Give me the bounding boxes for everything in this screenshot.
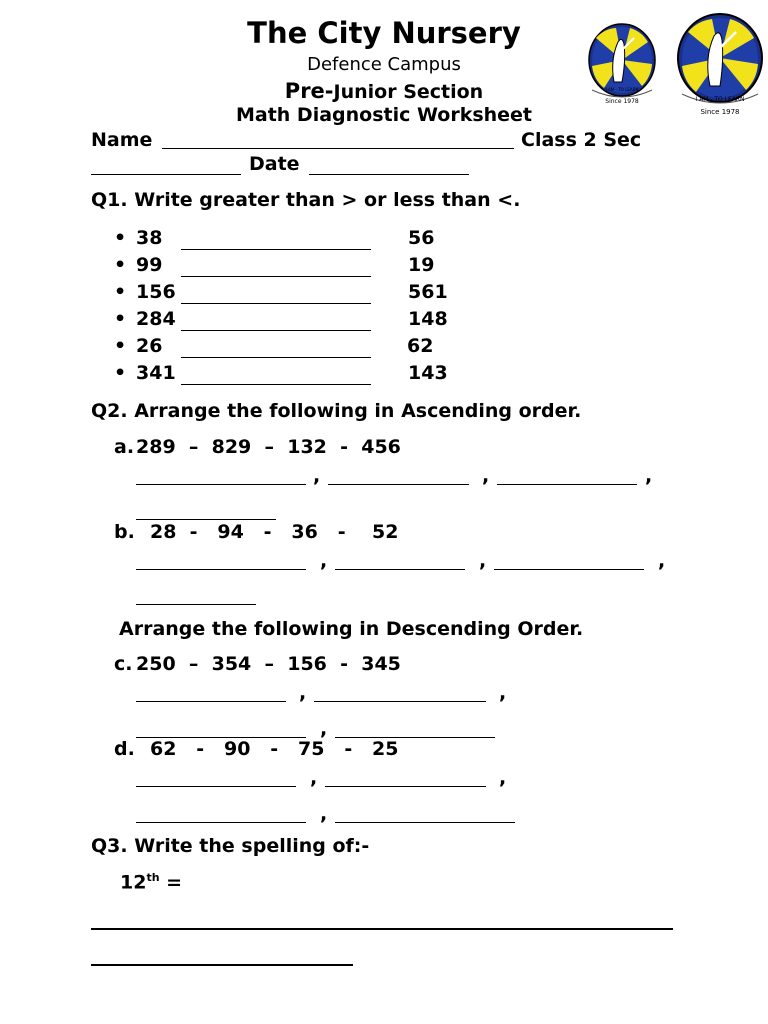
campus-name: Defence Campus	[307, 54, 461, 75]
section-name: Junior Section	[333, 81, 484, 103]
q1-answer-blank[interactable]	[181, 330, 371, 331]
answer-blank[interactable]	[136, 701, 286, 702]
logo-motto: I AM - TO LEARN	[695, 96, 745, 103]
comma: ,	[658, 550, 666, 572]
q2d-marker: d.	[114, 738, 135, 760]
bullet-icon: •	[114, 227, 127, 249]
q2d-numbers: 62 - 90 - 75 - 25	[150, 738, 399, 760]
worksheet-title: Math Diagnostic Worksheet	[235, 104, 533, 126]
answer-blank[interactable]	[136, 569, 306, 570]
school-name: The City Nursery	[247, 16, 521, 50]
comma: ,	[320, 718, 328, 740]
q3-item	[120, 871, 182, 893]
q1-left-number: 156	[136, 281, 176, 303]
name-label: Name	[91, 129, 153, 151]
name-field[interactable]	[162, 148, 514, 149]
bullet-icon: •	[114, 254, 127, 276]
q1-right-number: 561	[408, 281, 448, 303]
q2-title: Q2. Arrange the following in Ascending order.	[91, 400, 582, 422]
q1-left-number: 99	[136, 254, 163, 276]
q1-left-number: 38	[136, 227, 163, 249]
q1-title: Q1. Write greater than > or less than <.	[91, 189, 521, 211]
answer-blank[interactable]	[136, 786, 296, 787]
logo-motto: I AM - TO LEARN	[605, 87, 639, 92]
date-field[interactable]	[309, 174, 469, 175]
answer-blank[interactable]	[328, 484, 469, 485]
comma: ,	[313, 465, 321, 487]
q2a-marker: a.	[114, 436, 135, 458]
answer-blank[interactable]	[136, 604, 256, 605]
q3-title: Q3. Write the spelling of:-	[91, 835, 370, 857]
q2c-numbers: 250 – 354 – 156 - 345	[136, 653, 401, 675]
answer-blank[interactable]	[497, 484, 637, 485]
q3-equals: =	[159, 871, 183, 894]
descending-title: Arrange the following in Descending Order.	[119, 618, 584, 640]
comma: ,	[479, 550, 487, 572]
class-label: Class 2 Sec	[521, 129, 642, 151]
bullet-icon: •	[114, 335, 127, 357]
comma: ,	[310, 767, 318, 789]
answer-blank[interactable]	[136, 822, 306, 823]
school-crest-icon	[586, 20, 658, 110]
q1-left-number: 284	[136, 308, 176, 330]
comma: ,	[320, 803, 328, 825]
q1-answer-blank[interactable]	[181, 249, 371, 250]
q1-right-number: 62	[407, 335, 434, 357]
q1-left-number: 26	[136, 335, 163, 357]
comma: ,	[499, 682, 507, 704]
bullet-icon: •	[114, 362, 127, 384]
comma: ,	[499, 767, 507, 789]
answer-blank[interactable]	[494, 569, 644, 570]
comma: ,	[299, 682, 307, 704]
section-prefix: Pre-	[284, 79, 334, 103]
bullet-icon: •	[114, 308, 127, 330]
section-field[interactable]	[91, 174, 241, 175]
q1-right-number: 148	[408, 308, 448, 330]
answer-blank[interactable]	[325, 786, 486, 787]
answer-blank[interactable]	[136, 519, 276, 520]
logo-since: Since 1978	[700, 108, 740, 116]
q1-answer-blank[interactable]	[181, 357, 371, 358]
q1-left-number: 341	[136, 362, 176, 384]
q1-answer-blank[interactable]	[181, 384, 371, 385]
q3-answer-line[interactable]	[91, 964, 353, 966]
school-logo-large	[674, 12, 766, 120]
q2a-numbers: 289 – 829 – 132 - 456	[136, 436, 401, 458]
answer-blank[interactable]	[335, 822, 515, 823]
comma: ,	[320, 550, 328, 572]
bullet-icon: •	[114, 281, 127, 303]
school-crest-icon	[674, 12, 766, 120]
date-label: Date	[249, 153, 300, 175]
q3-answer-line[interactable]	[91, 928, 673, 930]
answer-blank[interactable]	[314, 701, 486, 702]
answer-blank[interactable]	[136, 484, 306, 485]
q2c-marker: c.	[114, 653, 133, 675]
logo-since: Since 1978	[605, 98, 639, 105]
q2b-numbers: 28 - 94 - 36 - 52	[150, 521, 399, 543]
q1-right-number: 56	[408, 227, 435, 249]
comma: ,	[482, 465, 490, 487]
q1-right-number: 19	[408, 254, 435, 276]
q1-answer-blank[interactable]	[181, 303, 371, 304]
q1-answer-blank[interactable]	[181, 276, 371, 277]
school-logo-small	[586, 20, 658, 110]
q3-item-suffix: th	[146, 871, 160, 884]
answer-blank[interactable]	[335, 569, 465, 570]
q2b-marker: b.	[114, 521, 135, 543]
q1-right-number: 143	[408, 362, 448, 384]
q3-item-number: 12	[120, 871, 147, 894]
comma: ,	[645, 465, 653, 487]
